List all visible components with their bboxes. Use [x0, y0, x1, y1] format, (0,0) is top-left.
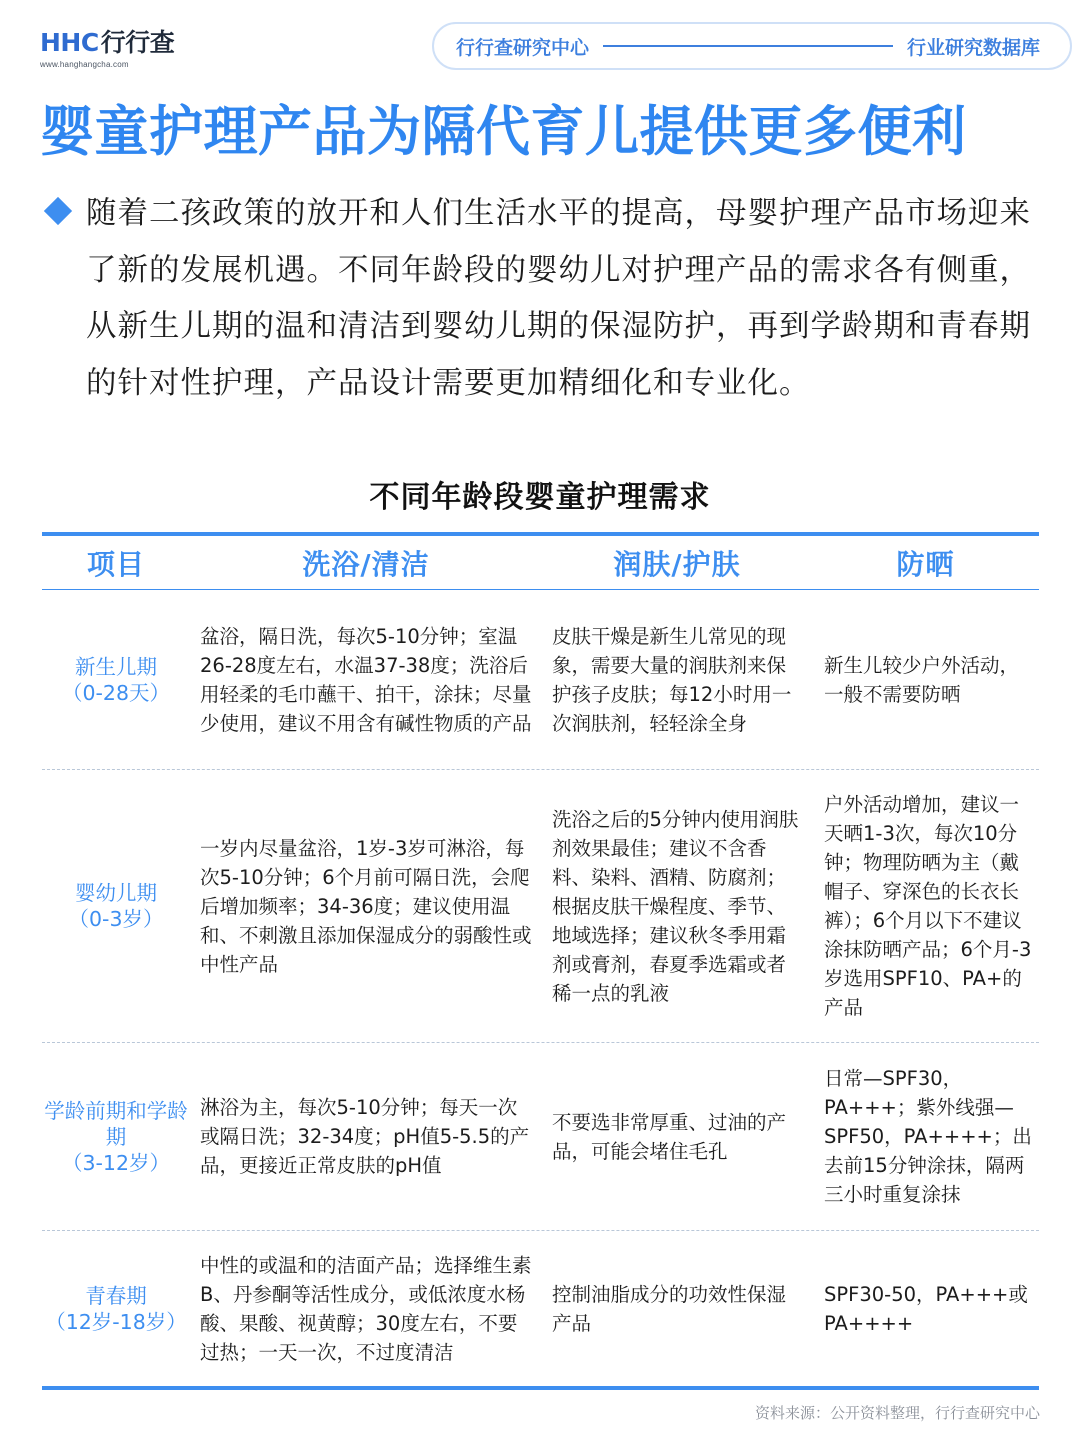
sun-cell — [812, 1231, 1039, 1386]
intro-paragraph: 随着二孩政策的放开和人们生活水平的提高，母婴护理产品市场迎来了新的发展机遇。不同年龄段的婴幼儿对护理产品的需求各有侧重，从新生儿期的温和清洁到婴幼儿期的保湿防护，再到学龄期和青春期的针对性护理，产品设计需要更加精细化和专业化。 — [86, 196, 1031, 401]
table-header-row — [42, 536, 1039, 590]
stage-range: （0-3岁） — [68, 907, 164, 931]
sun-text: 日常—SPF30，PA+++；紫外线强—SPF50，PA++++；出去前15分钟涂抹，隔两三小时重复涂抹 — [824, 1067, 1032, 1206]
table-title: 不同年龄段婴童护理需求 — [369, 480, 711, 515]
skin-text: 皮肤干燥是新生儿常见的现象，需要大量的润肤剂来保护孩子皮肤；每12小时用一次润肤剂，轻轻涂全身 — [552, 625, 792, 735]
stage-cell — [42, 1231, 190, 1386]
bath-text: 中性的或温和的洁面产品；选择维生素B、丹参酮等活性成分，或低浓度水杨酸、果酸、视黄醇；30度左右，不要过热；一天一次，不过度清洁 — [200, 1253, 532, 1364]
logo-text: HHC — [40, 28, 99, 57]
bath-text: 淋浴为主，每次5-10分钟；每天一次或隔日洗；32-34度；pH值5-5.5的产品，更接近正常皮肤的pH值 — [200, 1096, 530, 1177]
logo-url: www.hanghangcha.com — [40, 60, 129, 69]
stage-name: 新生儿期 — [75, 655, 157, 679]
bath-text: 一岁内尽量盆浴，1岁-3岁可淋浴，每次5-10分钟；6个月前可隔日洗，会爬后增加频率；34-36度；建议使用温和、不刺激且添加保湿成分的弱酸性或中性产品 — [200, 836, 532, 976]
sun-text: 户外活动增加，建议一天晒1-3次，每次10分钟；物理防晒为主（戴帽子、穿深色的长衣长裤）；6个月以下不建议涂抹防晒产品；6个月-3岁选用SPF10、PA+的产品 — [824, 793, 1032, 1019]
table-row — [42, 591, 1039, 770]
header-right-label: 行业研究数据库 — [906, 36, 1040, 59]
header-banner — [432, 22, 1072, 70]
sun-cell — [812, 1043, 1039, 1230]
sun-text: 新生儿较少户外活动，一般不需要防晒 — [824, 654, 1020, 706]
brand-logo — [40, 28, 210, 72]
stage-cell — [42, 1043, 190, 1230]
skin-cell — [542, 1043, 812, 1230]
table-bottom-rule — [42, 1386, 1039, 1390]
sun-cell — [812, 770, 1039, 1042]
stage-range: （3-12岁） — [61, 1150, 171, 1175]
header-cell-bath: 洗浴/清洁 — [302, 547, 430, 581]
stage-name: 学龄前期和学龄期 — [44, 1098, 188, 1149]
stage-range: （12岁-18岁） — [45, 1309, 187, 1334]
bath-cell — [190, 770, 542, 1042]
skin-text: 洗浴之后的5分钟内使用润肤剂效果最佳；建议不含香料、染料、酒精、防腐剂；根据皮肤干燥程度、季节、地域选择；建议秋冬季用霜剂或膏剂，春夏季选霜或者稀一点的乳液 — [552, 807, 799, 1005]
stage-name: 婴幼儿期 — [74, 881, 157, 905]
skin-cell — [542, 591, 812, 769]
diamond-bullet-icon — [44, 197, 72, 225]
logo-cn-text: 行行查 — [100, 28, 175, 57]
skin-text: 不要选非常厚重、过油的产品，可能会堵住毛孔 — [552, 1110, 787, 1163]
header-left-label: 行行查研究中心 — [456, 36, 590, 59]
table-row — [42, 1231, 1039, 1386]
header-cell-sun: 防晒 — [896, 547, 955, 581]
bath-cell — [190, 1231, 542, 1386]
header-cell-item: 项目 — [86, 547, 145, 581]
sun-cell — [812, 591, 1039, 769]
stage-name: 青春期 — [85, 1283, 147, 1308]
table-body — [42, 591, 1039, 1386]
skin-cell — [542, 1231, 812, 1386]
table-row — [42, 770, 1039, 1043]
bath-text: 盆浴，隔日洗，每次5-10分钟；室温26-28度左右，水温37-38度；洗浴后用轻柔的毛巾蘸干、拍干，涂抹；尽量少使用，建议不用含有碱性物质的产品 — [200, 625, 532, 735]
logo-wordmark — [40, 28, 210, 58]
stage-range: （0-28天） — [61, 681, 171, 705]
bath-cell — [190, 591, 542, 769]
sun-text: SPF30-50，PA+++或PA++++ — [824, 1282, 1028, 1335]
header-divider-line — [603, 45, 893, 47]
stage-cell — [42, 770, 190, 1042]
skin-text: 控制油脂成分的功效性保湿产品 — [552, 1282, 787, 1335]
table-row — [42, 1043, 1039, 1231]
bath-cell — [190, 1043, 542, 1230]
page-title: 婴童护理产品为隔代育儿提供更多便利 — [40, 100, 967, 163]
skin-cell — [542, 770, 812, 1042]
stage-cell — [42, 591, 190, 769]
header-cell-skin: 润肤/护肤 — [613, 547, 741, 581]
source-note: 资料来源：公开资料整理，行行查研究中心 — [754, 1404, 1040, 1422]
